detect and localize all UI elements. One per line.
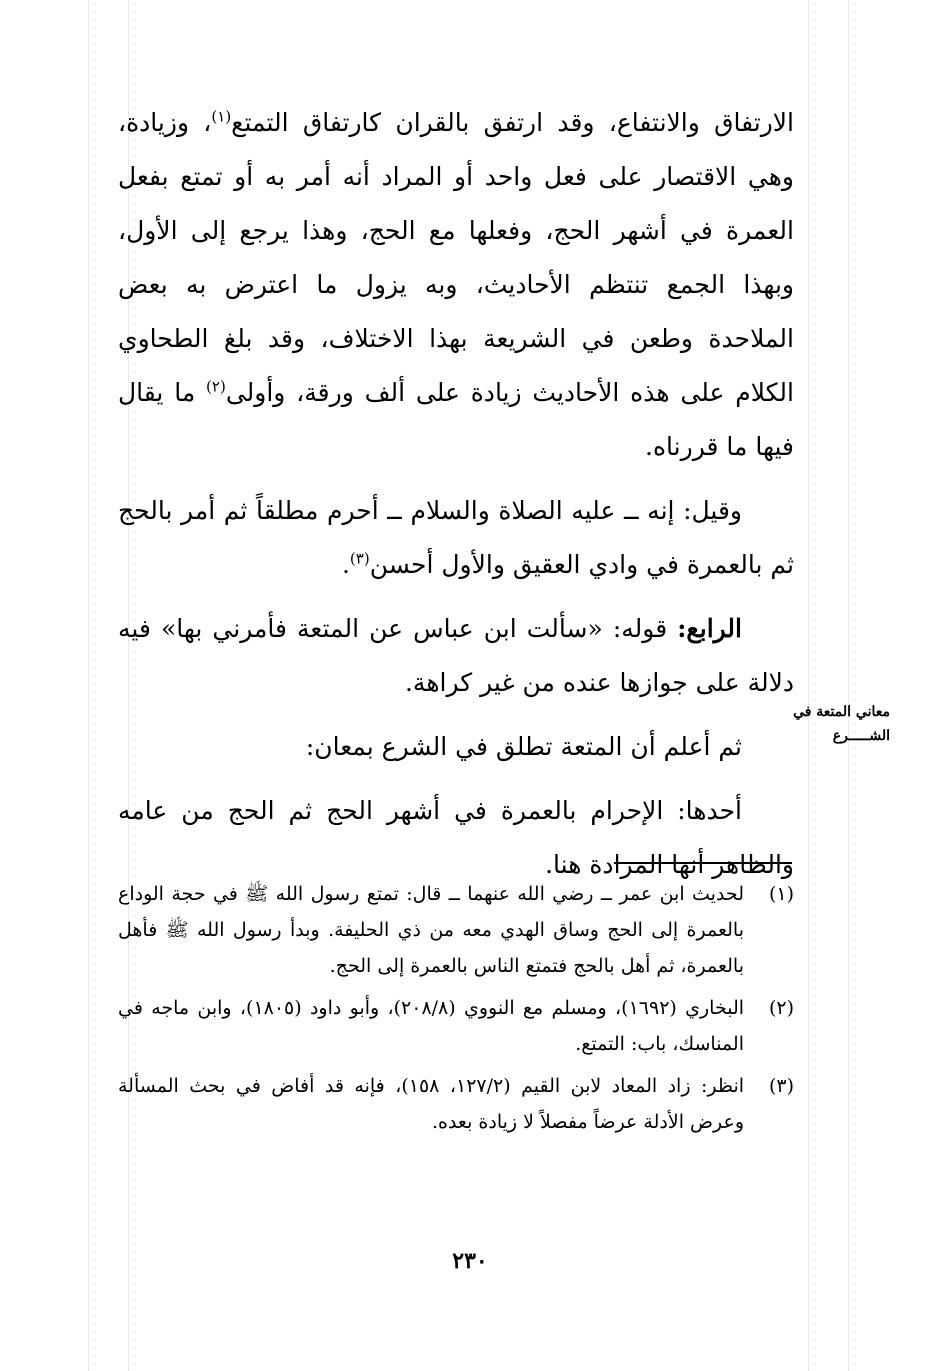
paragraph-3-keyword: الرابع: (677, 614, 742, 643)
footnote-1-number: (١) (768, 883, 794, 905)
footnote-3-text: انظر: زاد المعاد لابن القيم (١٢٧/٢، ١٥٨)، فإنه قد أفاض في بحث المسألة وعرض الأدلة عرضاً مفصلاً لا زيادة بعده. (118, 1075, 745, 1133)
footnote-1 (118, 876, 794, 984)
footnote-ref-3[interactable]: (٣) (349, 549, 370, 568)
page-number: ٢٣٠ (452, 1248, 488, 1274)
paragraph-3-text: قوله: «سألت ابن عباس عن المتعة فأمرني بها» فيه دلالة على جوازها عنده من غير كراهة. (118, 614, 794, 697)
paragraph-1-part-b: ، وزيادة، وهي الاقتصار على فعل واحد أو المراد أنه أمر به أو تمتع بفعل العمرة في أشهر الحج، وفعلها مع الحج، وهذا يرجع إلى الأول، وبهذا الجمع تنتظم الأحاديث، وبه يزول ما اعترض به بعض الملاحدة وطعن في الشريعة بهذا الاختلاف، وقد بلغ الطحاوي الكلام على هذه الأحاديث زيادة على ألف ورقة، وأولى (118, 108, 794, 407)
paragraph-4: ثم أعلم أن المتعة تطلق في الشرع بمعان: (305, 732, 742, 761)
paragraph-2 (118, 484, 794, 592)
main-text (118, 96, 794, 902)
footnote-3-number: (٣) (768, 1075, 794, 1097)
margin-note-line-1: معاني المتعة في (793, 704, 890, 720)
footnote-ref-2[interactable]: (٢) (206, 377, 226, 396)
paragraph-2-part-b: . (341, 550, 350, 579)
footnote-3 (118, 1068, 794, 1140)
footnote-divider (614, 862, 792, 864)
paragraph-1-part-a: الارتفاق والانتفاع، وقد ارتفق بالقران كارتفاق التمتع (231, 108, 795, 137)
margin-note (793, 700, 890, 748)
paragraph-1-part-c: ما يقال فيها ما قررناه. (118, 378, 794, 461)
scan-guide-line (808, 0, 809, 1371)
margin-note-line-2: الشـــــرع (832, 728, 890, 744)
footnote-1-text: لحديث ابن عمر ــ رضي الله عنهما ــ قال: تمتع رسول الله ﷺ في حجة الوداع بالعمرة إلى الحج وساق الهدي معه من ذي الحليفة. وبدأ رسول الله ﷺ فأهل بالعمرة، ثم أهل بالحج فتمتع الناس بالعمرة إلى الحج. (118, 883, 744, 977)
paragraph-5: أحدها: الإحرام بالعمرة في أشهر الحج ثم الحج من عامه والظاهر أنها المرادة هنا. (118, 796, 794, 879)
paragraph-1 (118, 96, 794, 474)
scan-guide-line (88, 0, 89, 1371)
footnote-2-text: البخاري (١٦٩٢)، ومسلم مع النووي (٢٠٨/٨)، وأبو داود (١٨٠٥)، وابن ماجه في المناسك، باب: التمتع. (118, 997, 745, 1055)
footnote-2 (118, 990, 794, 1062)
scan-guide-line (848, 0, 849, 1371)
footnote-2-number: (٢) (768, 997, 794, 1019)
footnote-ref-1[interactable]: (١) (211, 107, 232, 126)
footnotes (118, 876, 794, 1146)
paragraph-3 (118, 602, 794, 710)
paragraph-2-part-a: وقيل: إنه ــ عليه الصلاة والسلام ــ أحرم مطلقاً ثم أمر بالحج ثم بالعمرة في وادي العقيق والأول أحسن (118, 496, 794, 579)
